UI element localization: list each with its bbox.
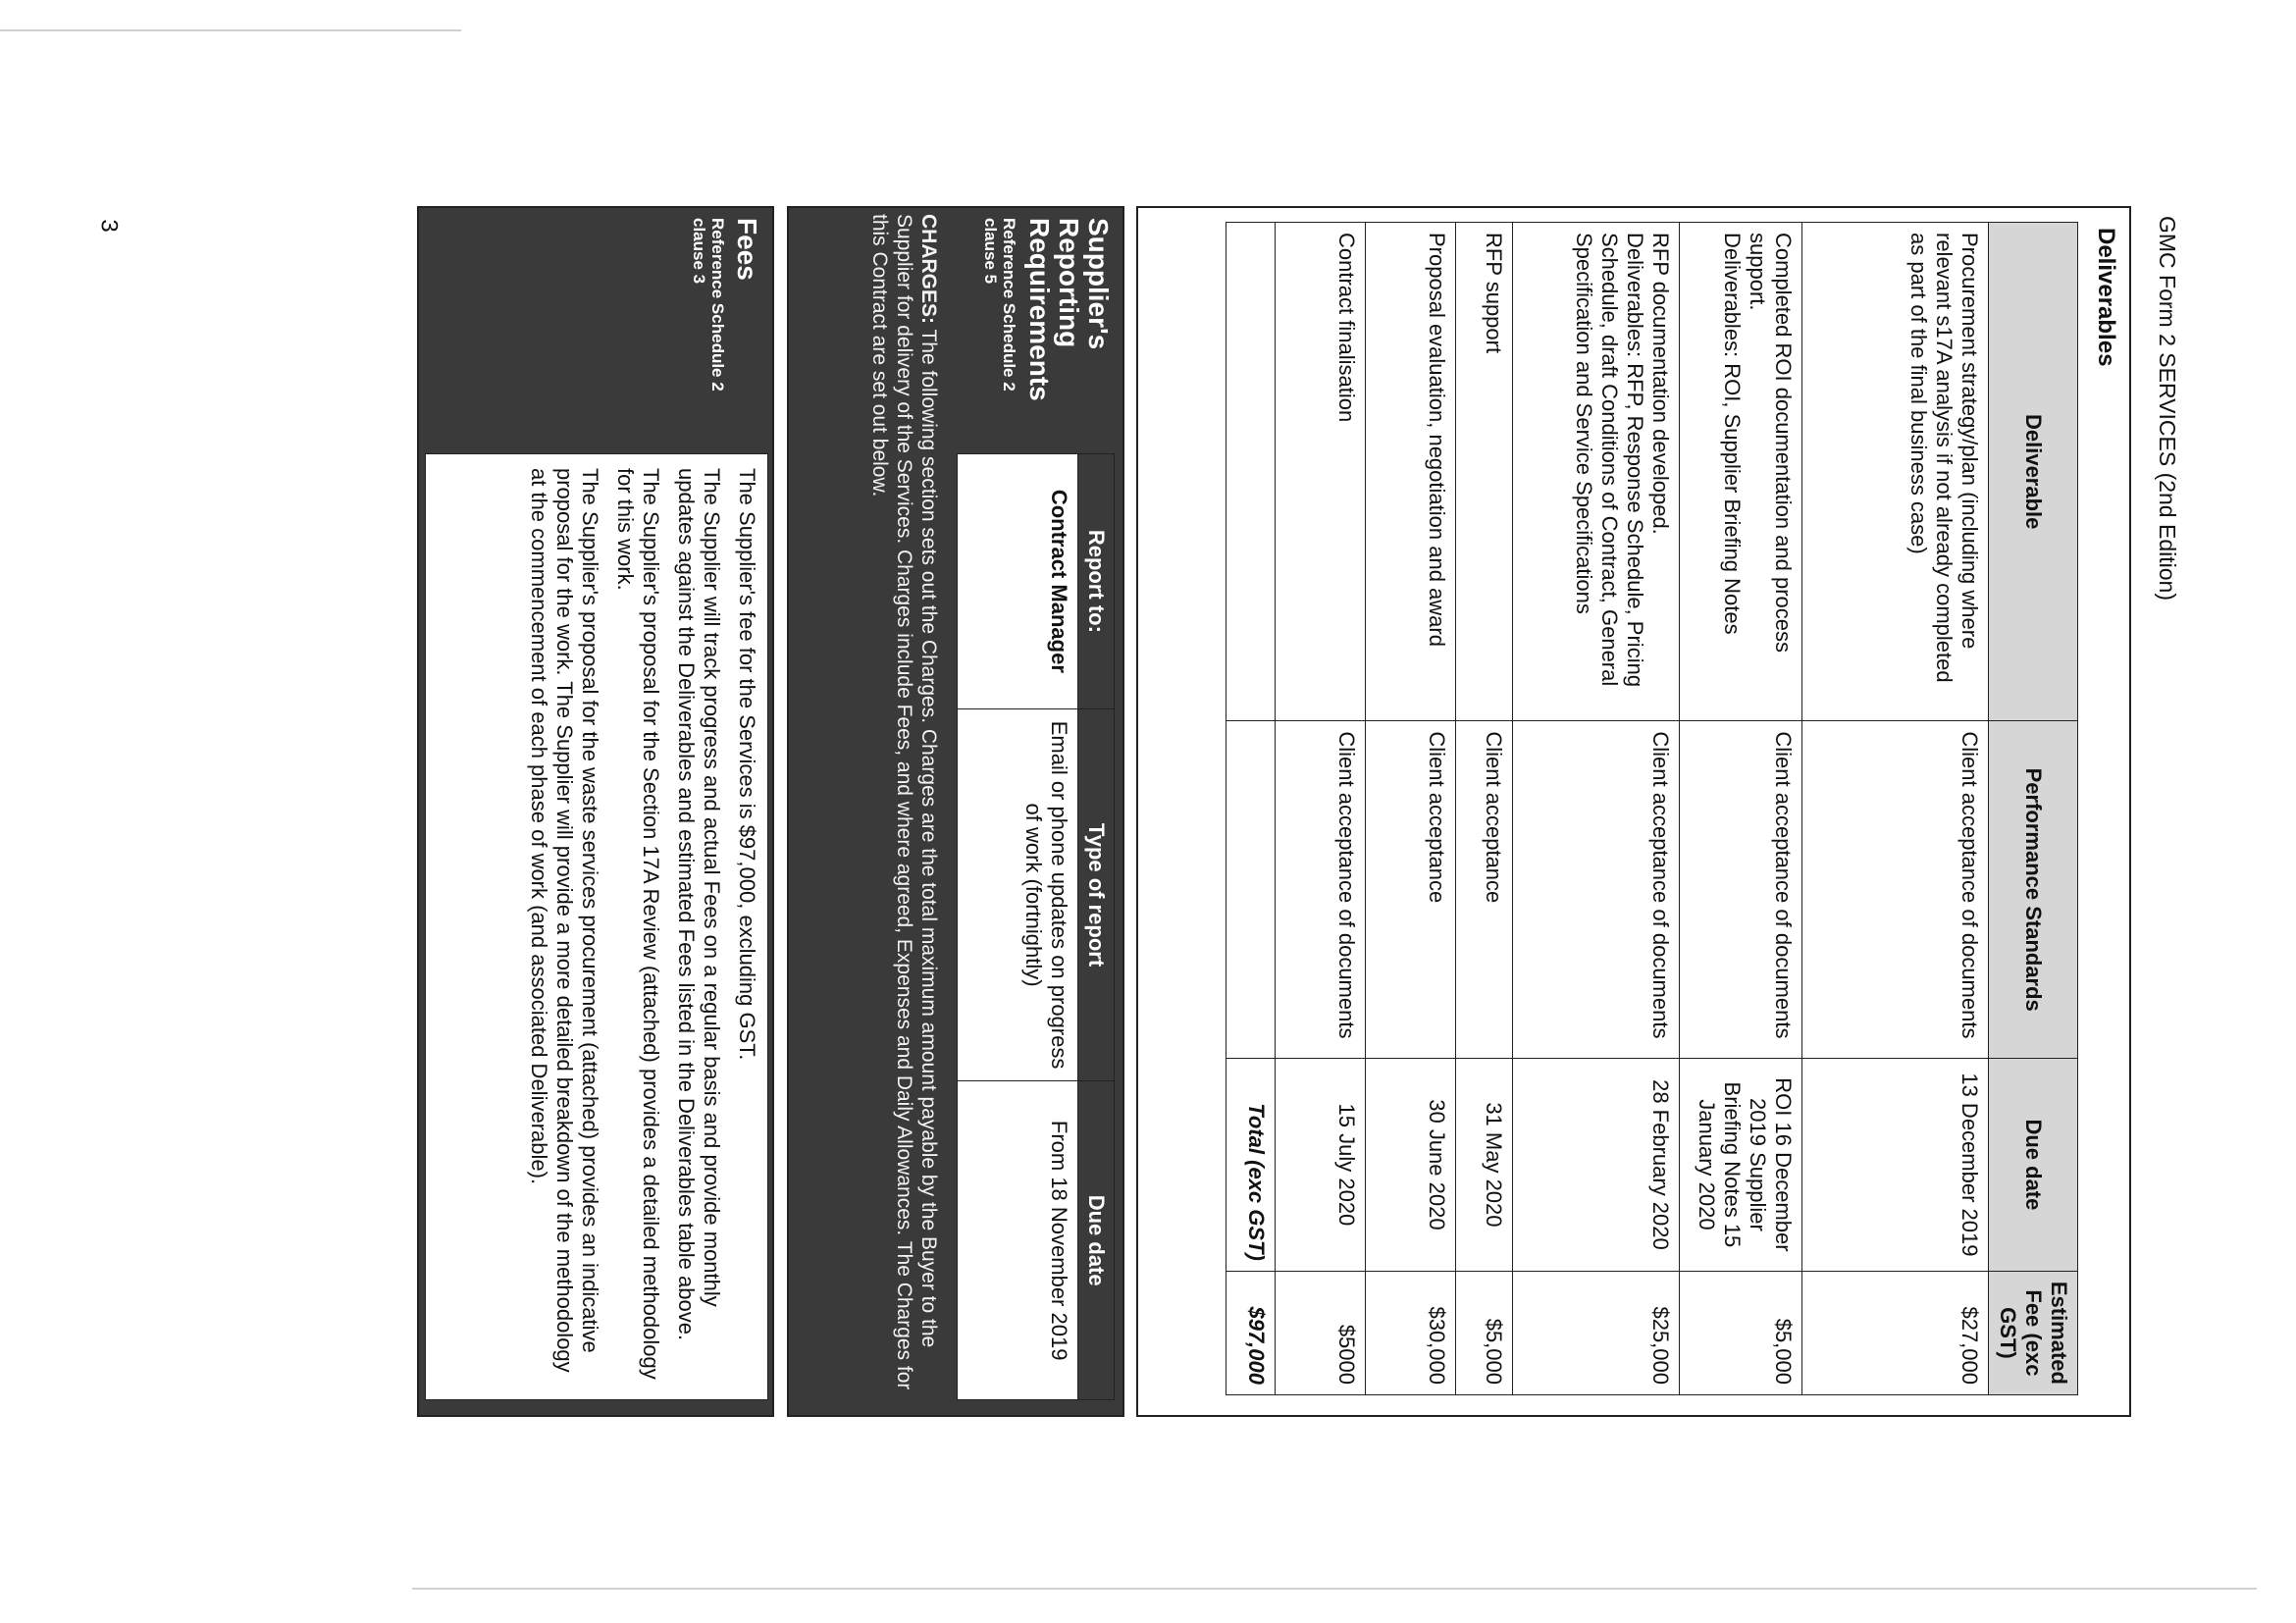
report-type-value: Email or phone updates on progress of work (fortnightly): [958, 708, 1078, 1081]
cell-fee: $5,000: [1680, 1271, 1802, 1394]
cell-due: 31 May 2020: [1456, 1059, 1513, 1272]
fees-body: [425, 453, 768, 1400]
cell-due: 30 June 2020: [1366, 1059, 1456, 1272]
table-row: [958, 454, 1078, 1400]
col-estimated-fee: Estimated Fee (exc GST): [1989, 1271, 2078, 1394]
reporting-table: [957, 453, 1115, 1400]
form-header: GMC Form 2 SERVICES (2nd Edition): [2155, 216, 2180, 601]
cell-due: 28 February 2020: [1513, 1059, 1680, 1272]
fees-reference: Reference Schedule 2 clause 3: [690, 218, 727, 392]
report-due-value: From 18 November 2019: [958, 1081, 1078, 1400]
deliverables-table: [1226, 222, 2078, 1395]
fees-section: [417, 206, 774, 1417]
reporting-reference: Reference Schedule 2 clause 5: [981, 218, 1018, 392]
reporting-title: Supplier's Reporting Requirements: [1024, 218, 1114, 401]
col-type-of-report: Type of report: [1078, 708, 1115, 1081]
table-row: [1513, 223, 1680, 1395]
table-row: [1456, 223, 1513, 1395]
page-number: 3: [95, 219, 123, 233]
fees-title: Fees: [732, 218, 762, 281]
fees-paragraph: The Supplier's proposal for the waste services procurement (attached) provides an indicative proposal for the work. The Supplier will provide a more detailed breakdown of the methodology at the commencement of each phase of work (and associated Deliverable).: [527, 468, 602, 1373]
total-label: Total (exc GST): [1226, 1059, 1276, 1272]
cell-deliverable: Completed ROI documentation and process support. Deliverables: ROI, Supplier Briefing Notes: [1680, 223, 1802, 721]
cell-due: 15 July 2020: [1276, 1059, 1366, 1272]
fees-paragraph: The Supplier's proposal for the Section 17A Review (attached) provides a detailed methodology for this work.: [613, 468, 663, 1380]
col-performance-standards: Performance Standards: [1989, 721, 2078, 1059]
reporting-section: [787, 206, 1124, 1417]
cell-deliverable: Procurement strategy/plan (including where relevant s17A analysis if not already completed as part of the final business case): [1802, 223, 1989, 721]
total-value: $97,000: [1226, 1271, 1276, 1394]
scan-line-top: [0, 29, 461, 31]
fees-paragraph: The Supplier's fee for the Services is $97,000, excluding GST.: [735, 468, 759, 1061]
cell-due: 13 December 2019: [1802, 1059, 1989, 1272]
col-deliverable: Deliverable: [1989, 223, 2078, 721]
cell-fee: $5,000: [1456, 1271, 1513, 1394]
table-row: [1276, 223, 1366, 1395]
cell-standard: Client acceptance of documents: [1276, 721, 1366, 1059]
charges-label: CHARGES:: [917, 214, 940, 325]
col-due-date: Due date: [1989, 1059, 2078, 1272]
deliverables-section: [1136, 206, 2131, 1417]
total-row: [1226, 223, 1276, 1395]
cell-deliverable: Proposal evaluation, negotiation and award: [1366, 223, 1456, 721]
reporting-header-row: [1078, 454, 1115, 1400]
table-row: [1802, 223, 1989, 1395]
cell-fee: $30,000: [1366, 1271, 1456, 1394]
charges-body: The following section sets out the Charges. Charges are the total maximum amount payable by the Buyer to the Supplier for delivery of the Services. Charges include Fees, and where agreed, Expenses and Daily Allowances. The Charges for this Contract are set out below.: [868, 214, 940, 1390]
rotated-page: [414, 206, 2190, 1580]
cell-deliverable: Contract finalisation: [1276, 223, 1366, 721]
cell-standard: Client acceptance of documents: [1802, 721, 1989, 1059]
col-report-due: Due date: [1078, 1081, 1115, 1400]
scan-line-bottom: [412, 1588, 2257, 1590]
reporting-heading: [981, 218, 1113, 434]
cell-standard: Client acceptance of documents: [1513, 721, 1680, 1059]
fees-paragraph: The Supplier will track progress and actual Fees on a regular basis and provide monthly updates against the Deliverables and estimated Fees listed in the Deliverables table above.: [674, 468, 724, 1341]
cell-deliverable: RFP support: [1456, 223, 1513, 721]
table-header-row: [1989, 223, 2078, 1395]
cell-due: ROI 16 December 2019 Supplier Briefing Notes 15 January 2020: [1680, 1059, 1802, 1272]
cell-standard: Client acceptance: [1456, 721, 1513, 1059]
charges-text: [867, 214, 941, 1406]
cell-fee: $5000: [1276, 1271, 1366, 1394]
cell-fee: $27,000: [1802, 1271, 1989, 1394]
cell-deliverable: RFP documentation developed. Deliverables: RFP, Response Schedule, Pricing Schedule, draft Conditions of Contract, General Specification and Service Specifications: [1513, 223, 1680, 721]
cell-standard: Client acceptance: [1366, 721, 1456, 1059]
col-report-to: Report to:: [1078, 454, 1115, 709]
table-row: [1366, 223, 1456, 1395]
cell-fee: $25,000: [1513, 1271, 1680, 1394]
report-to-value: Contract Manager: [958, 454, 1078, 709]
deliverables-title: Deliverables: [2093, 228, 2119, 367]
cell-standard: Client acceptance of documents: [1680, 721, 1802, 1059]
fees-heading: [690, 218, 762, 434]
table-row: [1680, 223, 1802, 1395]
